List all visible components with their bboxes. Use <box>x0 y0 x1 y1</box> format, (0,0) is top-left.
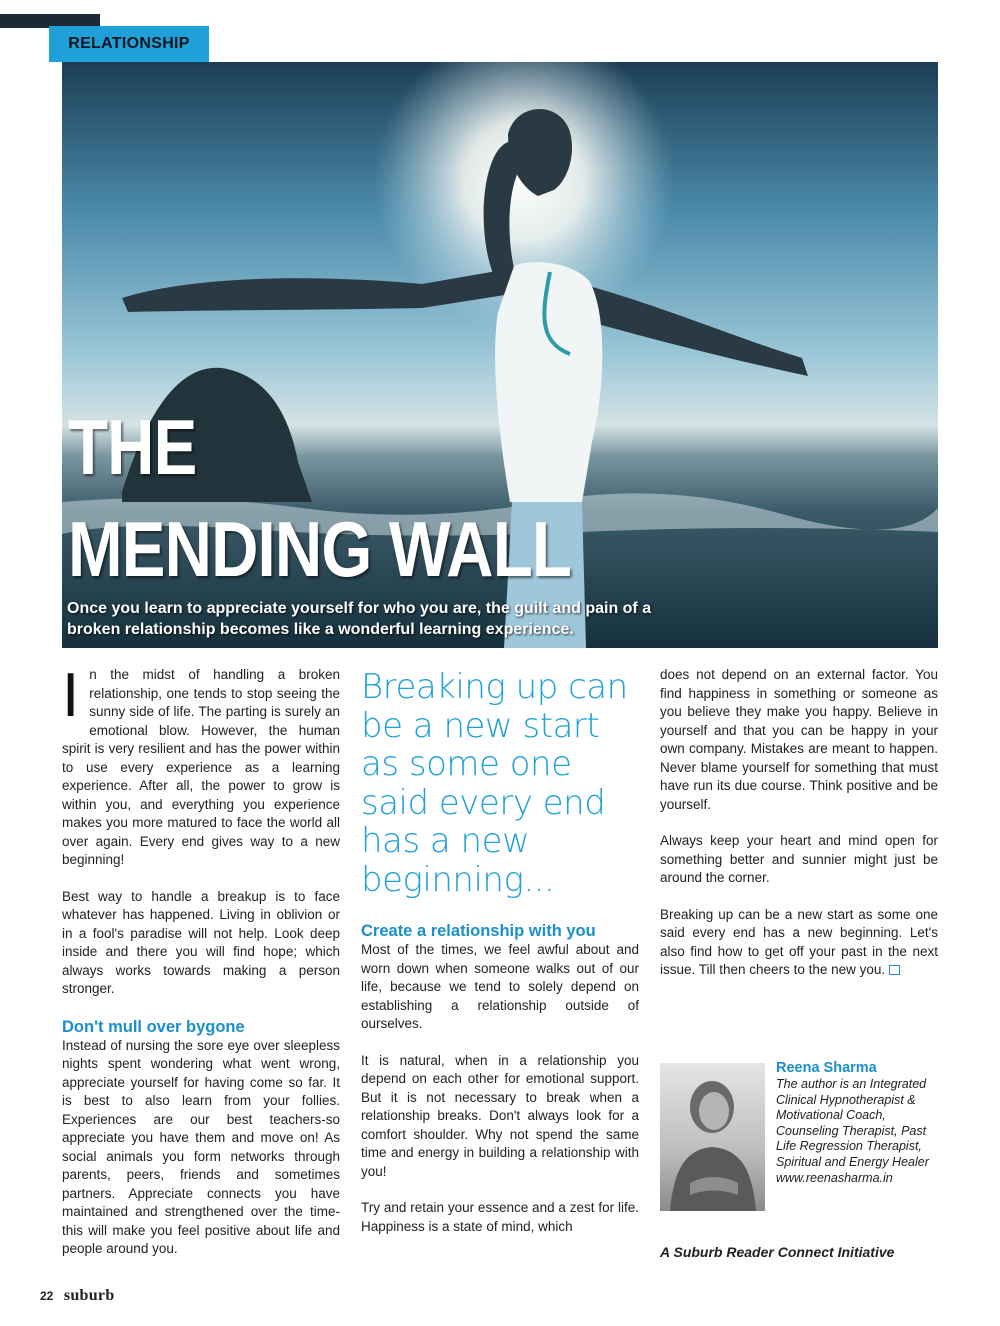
intro-text: n the midst of handling a broken relationship, one tends to stop seeing the sunny side of life. The parting is surely an emotional blow. However, the human spirit is very resilient and has the power within to use every experience as a learning experience. After all, the power to grow is within you, and everything you experience makes you more matured to face the world all over again. Every end gives way to a new beginning! <box>62 667 340 867</box>
column-3 <box>660 666 938 998</box>
initiative-tagline: A Suburb Reader Connect Initiative <box>660 1244 895 1260</box>
column-1 <box>62 661 340 1277</box>
column-2 <box>361 668 639 1254</box>
body-paragraph: Best way to handle a breakup is to face whatever has happened. Living in oblivion or in a fool's paradise will not help. Look deep inside and there you will find hope; which always works towards making a person stronger. <box>62 888 340 996</box>
author-photo <box>660 1063 765 1211</box>
headline <box>68 396 571 600</box>
drop-cap: I <box>62 661 80 730</box>
body-paragraph: Most of the times, we feel awful about and worn down when someone walks out of our life, because we tend to solely depend on establishing a relationship outside of ourselves. <box>361 942 639 1031</box>
headline-line-1: THE <box>68 403 197 491</box>
page-footer <box>40 1287 115 1305</box>
section-label: RELATIONSHIP <box>49 26 209 62</box>
end-mark-icon <box>889 965 900 975</box>
publication-logo: suburb <box>63 1287 115 1304</box>
body-paragraph: Always keep your heart and mind open for something better and sunnier might just be around the corner. <box>660 833 938 885</box>
page-number: 22 <box>40 1289 54 1303</box>
body-paragraph: does not depend on an external factor. You find happiness in something or someone as you believe they make you happy. Believe in yourself and that you can be happy in your own company. Mistakes are meant to happen. Never blame yourself for something that must have run its due course. Think positive and be yourself. <box>660 667 938 812</box>
subhead-create-relationship: Create a relationship with you <box>361 922 596 940</box>
body-paragraph: It is natural, when in a relationship you depend on each other for emotional support. But it is not necessary to break when a relationship breaks. Don't always look for a comfort shoulder. Why not spend the same time and energy in building a relationship with you! <box>361 1052 639 1179</box>
author-portrait-illustration <box>660 1063 765 1211</box>
pull-quote: Breaking up can be a new start as some one said every end has a new beginning... <box>361 667 628 900</box>
hero-image <box>62 62 938 648</box>
headline-line-2: MENDING WALL <box>68 505 572 593</box>
closing-paragraph <box>660 906 938 980</box>
deck-text: Once you learn to appreciate yourself for who you are, the guilt and pain of a broken relationship becomes like a wonderful learning experience. <box>67 600 652 638</box>
body-paragraph: Try and retain your essence and a zest for life. Happiness is a state of mind, which <box>361 1200 639 1234</box>
closing-text: Breaking up can be a new start as some one said every end has a new beginning. Let's also find how to get off your past in the next issue. Till then cheers to the new you. <box>660 906 938 977</box>
body-paragraph: Instead of nursing the sore eye over sleepless nights spent wondering what went wrong, appreciate yourself for having come so far. It is best to also learn from your follies. Experiences are our best teachers-so appreciate you have them and move on! As social animals you form networks through parents, peers, friends and sometimes partners. Appreciate connects you have maintained and strengthened over the time-this will make you feel positive about life and people around you. <box>62 1037 340 1256</box>
author-name: Reena Sharma <box>776 1060 877 1076</box>
subhead-dont-mull: Don't mull over bygone <box>62 1017 245 1036</box>
intro-paragraph <box>62 661 340 870</box>
author-bio: The author is an Integrated Clinical Hypnotherapist & Motivational Coach, Counseling Therapist, Past Life Regression Therapist, Spiritual and Energy Healer www.reenasharma.in <box>776 1077 929 1185</box>
